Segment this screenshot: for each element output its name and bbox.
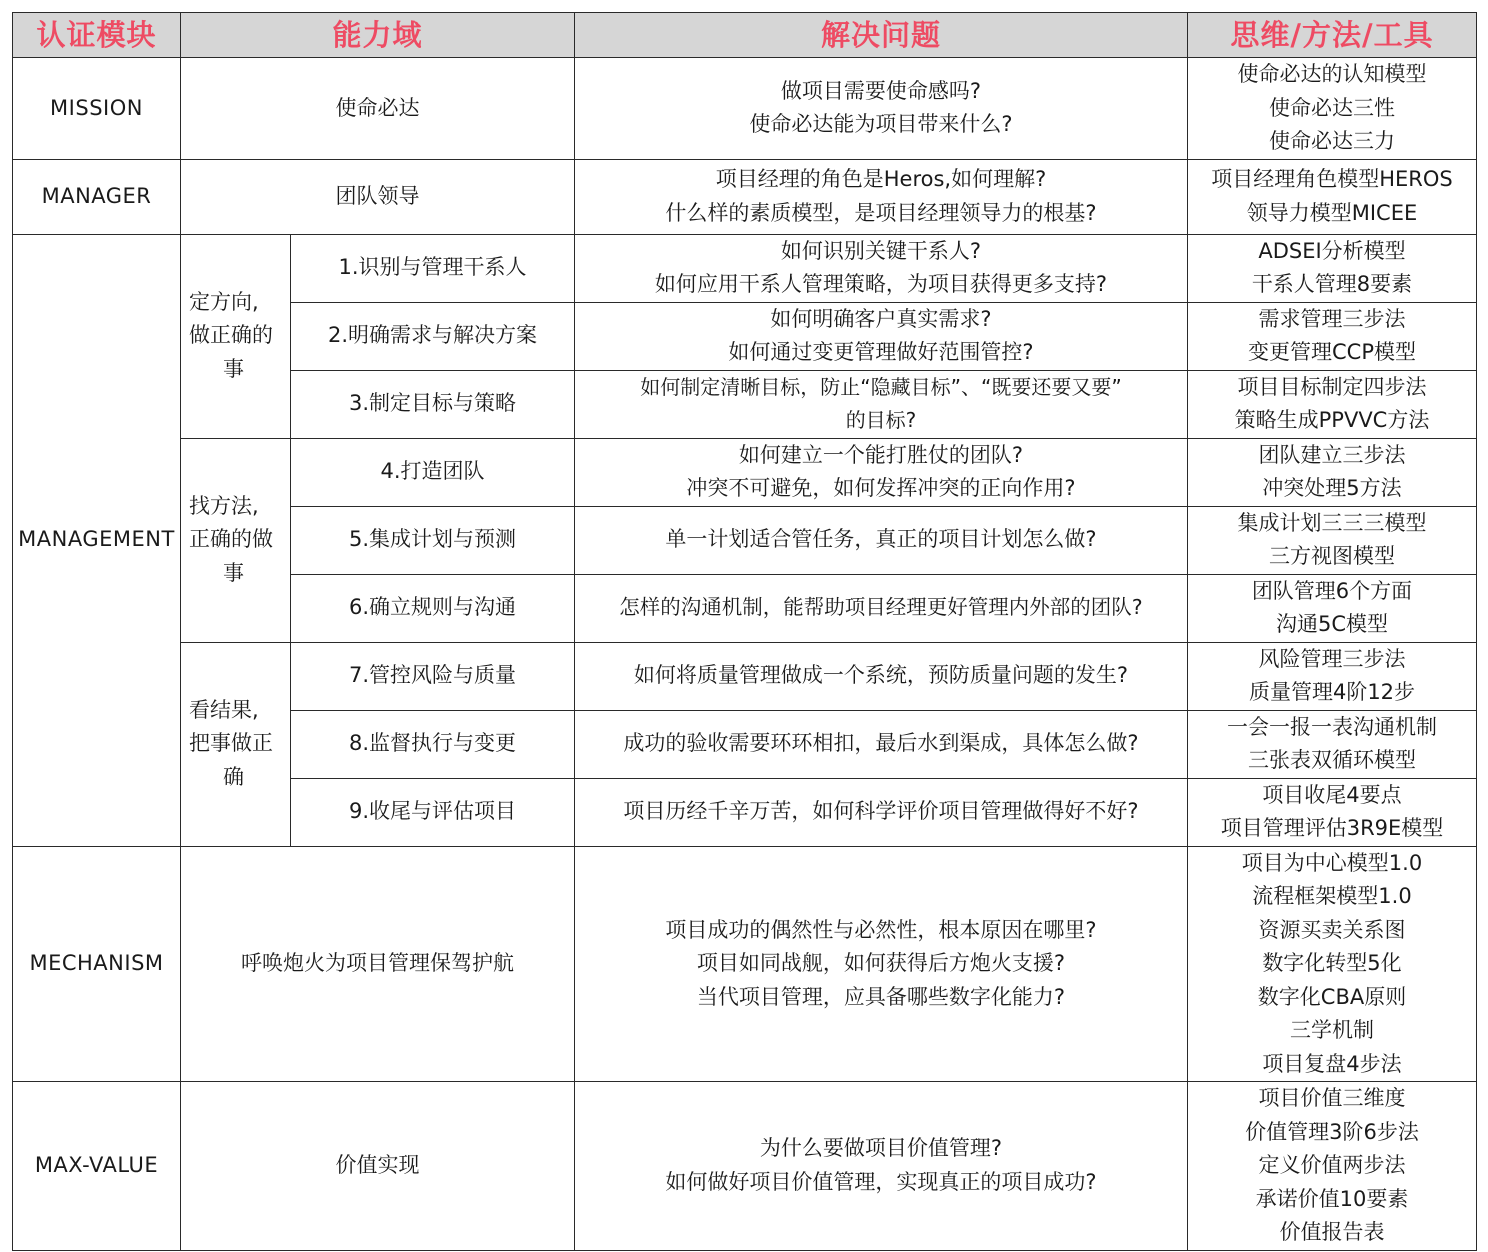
domain-cell: 价值实现 <box>181 1082 575 1251</box>
row-max-value <box>13 1082 1477 1251</box>
group-line: 事 <box>223 560 244 585</box>
group-line: 做正确的 <box>189 323 273 348</box>
item-name-cell: 9.收尾与评估项目 <box>291 778 575 846</box>
tool-line: 领导力模型MICEE <box>1246 200 1418 225</box>
question-line: 如何做好项目价值管理，实现真正的项目成功? <box>665 1169 1097 1194</box>
tool-line: 项目收尾4要点 <box>1262 782 1402 807</box>
questions-cell <box>575 58 1188 160</box>
tools-cell <box>1188 159 1477 234</box>
item-name-cell: 3.制定目标与策略 <box>291 370 575 438</box>
question-line: 如何制定清晰目标，防止“隐藏目标”、“既要还要又要” <box>640 374 1122 399</box>
tool-line: 三方视图模型 <box>1269 544 1395 568</box>
tool-line: 使命必达的认知模型 <box>1237 62 1427 86</box>
question-line: 如何明确客户真实需求? <box>770 306 992 331</box>
module-cell: MANAGER <box>13 159 181 234</box>
group-line: 看结果, <box>189 697 259 722</box>
questions-cell <box>575 159 1188 234</box>
tool-line: 项目价值三维度 <box>1258 1086 1406 1110</box>
row-management-4 <box>13 438 1477 506</box>
header-questions: 解决问题 <box>575 13 1188 58</box>
tool-line: 团队管理6个方面 <box>1251 578 1413 603</box>
tool-line: 数字化CBA原则 <box>1257 984 1407 1009</box>
tools-cell <box>1188 1082 1477 1251</box>
tool-line: 项目为中心模型1.0 <box>1241 850 1423 875</box>
group-cell <box>181 234 291 438</box>
question-line: 如何通过变更管理做好范围管控? <box>728 340 1034 364</box>
tools-cell <box>1188 58 1477 160</box>
tool-line: ADSEI分析模型 <box>1258 238 1406 263</box>
questions-cell <box>575 506 1188 574</box>
group-cell <box>181 438 291 642</box>
row-mechanism <box>13 846 1477 1082</box>
row-management-1 <box>13 234 1477 302</box>
question-line: 如何建立一个能打胜仗的团队? <box>738 442 1024 467</box>
question-line: 项目如同战舰，如何获得后方炮火支援? <box>696 951 1066 975</box>
questions-cell <box>575 302 1188 370</box>
tool-line: 使命必达三性 <box>1269 95 1395 120</box>
group-line: 事 <box>223 356 244 381</box>
questions-cell <box>575 438 1188 506</box>
group-line: 把事做正 <box>189 731 273 756</box>
question-line: 项目成功的偶然性与必然性，根本原因在哪里? <box>665 917 1097 942</box>
tool-line: 三张表双循环模型 <box>1248 748 1416 772</box>
tool-line: 价值报告表 <box>1279 1220 1385 1244</box>
tools-cell <box>1188 302 1477 370</box>
tool-line: 集成计划三三三模型 <box>1237 510 1427 535</box>
tool-line: 资源买卖关系图 <box>1258 917 1406 942</box>
question-line: 项目历经千辛万苦，如何科学评价项目管理做得好不好? <box>623 799 1139 824</box>
questions-cell <box>575 846 1188 1082</box>
tool-line: 数字化转型5化 <box>1262 951 1402 975</box>
tool-line: 风险管理三步法 <box>1258 646 1406 671</box>
tool-line: 策略生成PPVVC方法 <box>1234 408 1430 432</box>
questions-cell <box>575 778 1188 846</box>
tool-line: 一会一报一表沟通机制 <box>1227 714 1437 739</box>
tool-line: 团队建立三步法 <box>1258 442 1406 467</box>
tools-cell <box>1188 438 1477 506</box>
question-line: 为什么要做项目价值管理? <box>759 1136 1003 1161</box>
questions-cell <box>575 642 1188 710</box>
tools-cell <box>1188 370 1477 438</box>
tool-line: 三学机制 <box>1290 1018 1374 1042</box>
row-management-7 <box>13 642 1477 710</box>
questions-cell <box>575 234 1188 302</box>
tool-line: 项目管理评估3R9E模型 <box>1220 816 1444 840</box>
item-name-cell: 5.集成计划与预测 <box>291 506 575 574</box>
tools-cell <box>1188 234 1477 302</box>
header-domain: 能力域 <box>181 13 575 58</box>
tool-line: 需求管理三步法 <box>1258 306 1406 331</box>
questions-cell <box>575 574 1188 642</box>
tool-line: 使命必达三力 <box>1269 129 1395 153</box>
module-cell: MAX-VALUE <box>13 1082 181 1251</box>
questions-cell <box>575 710 1188 778</box>
header-module: 认证模块 <box>13 13 181 58</box>
question-line: 的目标? <box>845 408 917 432</box>
tools-cell <box>1188 846 1477 1082</box>
questions-cell <box>575 370 1188 438</box>
group-line: 定方向, <box>189 289 259 314</box>
tools-cell <box>1188 778 1477 846</box>
module-cell: MISSION <box>13 58 181 160</box>
question-line: 怎样的沟通机制，能帮助项目经理更好管理内外部的团队? <box>619 595 1143 620</box>
tool-line: 沟通5C模型 <box>1275 612 1389 636</box>
question-line: 做项目需要使命感吗? <box>780 78 982 103</box>
question-line: 单一计划适合管任务，真正的项目计划怎么做? <box>665 527 1097 552</box>
question-line: 如何识别关键干系人? <box>780 238 982 263</box>
question-line: 什么样的素质模型，是项目经理领导力的根基? <box>665 200 1097 225</box>
question-line: 冲突不可避免，如何发挥冲突的正向作用? <box>686 476 1076 500</box>
tool-line: 定义价值两步法 <box>1258 1153 1406 1177</box>
question-line: 成功的验收需要环环相扣，最后水到渠成，具体怎么做? <box>623 731 1139 756</box>
row-manager <box>13 159 1477 234</box>
group-line: 确 <box>223 764 244 789</box>
item-name-cell: 1.识别与管理干系人 <box>291 234 575 302</box>
group-line: 正确的做 <box>189 527 273 552</box>
tool-line: 项目复盘4步法 <box>1262 1051 1402 1076</box>
item-name-cell: 8.监督执行与变更 <box>291 710 575 778</box>
tools-cell <box>1188 642 1477 710</box>
tool-line: 价值管理3阶6步法 <box>1245 1119 1419 1144</box>
domain-cell: 使命必达 <box>181 58 575 160</box>
question-line: 项目经理的角色是Heros,如何理解? <box>715 167 1047 191</box>
tools-cell <box>1188 574 1477 642</box>
tool-line: 干系人管理8要素 <box>1251 272 1413 296</box>
question-line: 使命必达能为项目带来什么? <box>749 112 1013 137</box>
tool-line: 项目目标制定四步法 <box>1237 374 1427 399</box>
tool-line: 承诺价值10要素 <box>1255 1186 1409 1211</box>
domain-cell: 呼唤炮火为项目管理保驾护航 <box>181 846 575 1082</box>
item-name-cell: 6.确立规则与沟通 <box>291 574 575 642</box>
certification-table <box>12 12 1477 1251</box>
item-name-cell: 2.明确需求与解决方案 <box>291 302 575 370</box>
question-line: 当代项目管理，应具备哪些数字化能力? <box>696 984 1066 1009</box>
tool-line: 质量管理4阶12步 <box>1248 680 1416 704</box>
tools-cell <box>1188 710 1477 778</box>
tool-line: 变更管理CCP模型 <box>1248 340 1416 364</box>
question-line: 如何将质量管理做成一个系统，预防质量问题的发生? <box>633 663 1129 688</box>
group-line: 找方法, <box>189 493 259 518</box>
row-mission <box>13 58 1477 160</box>
header-tools: 思维/方法/工具 <box>1188 13 1477 58</box>
item-name-cell: 7.管控风险与质量 <box>291 642 575 710</box>
module-cell: MECHANISM <box>13 846 181 1082</box>
item-name-cell: 4.打造团队 <box>291 438 575 506</box>
domain-cell: 团队领导 <box>181 159 575 234</box>
tool-line: 冲突处理5方法 <box>1262 476 1402 500</box>
tools-cell <box>1188 506 1477 574</box>
question-line: 如何应用干系人管理策略，为项目获得更多支持? <box>654 272 1108 296</box>
header-row <box>13 13 1477 58</box>
module-cell: MANAGEMENT <box>13 234 181 846</box>
questions-cell <box>575 1082 1188 1251</box>
tool-line: 项目经理角色模型HEROS <box>1211 167 1453 191</box>
tool-line: 流程框架模型1.0 <box>1252 884 1412 908</box>
group-cell <box>181 642 291 846</box>
